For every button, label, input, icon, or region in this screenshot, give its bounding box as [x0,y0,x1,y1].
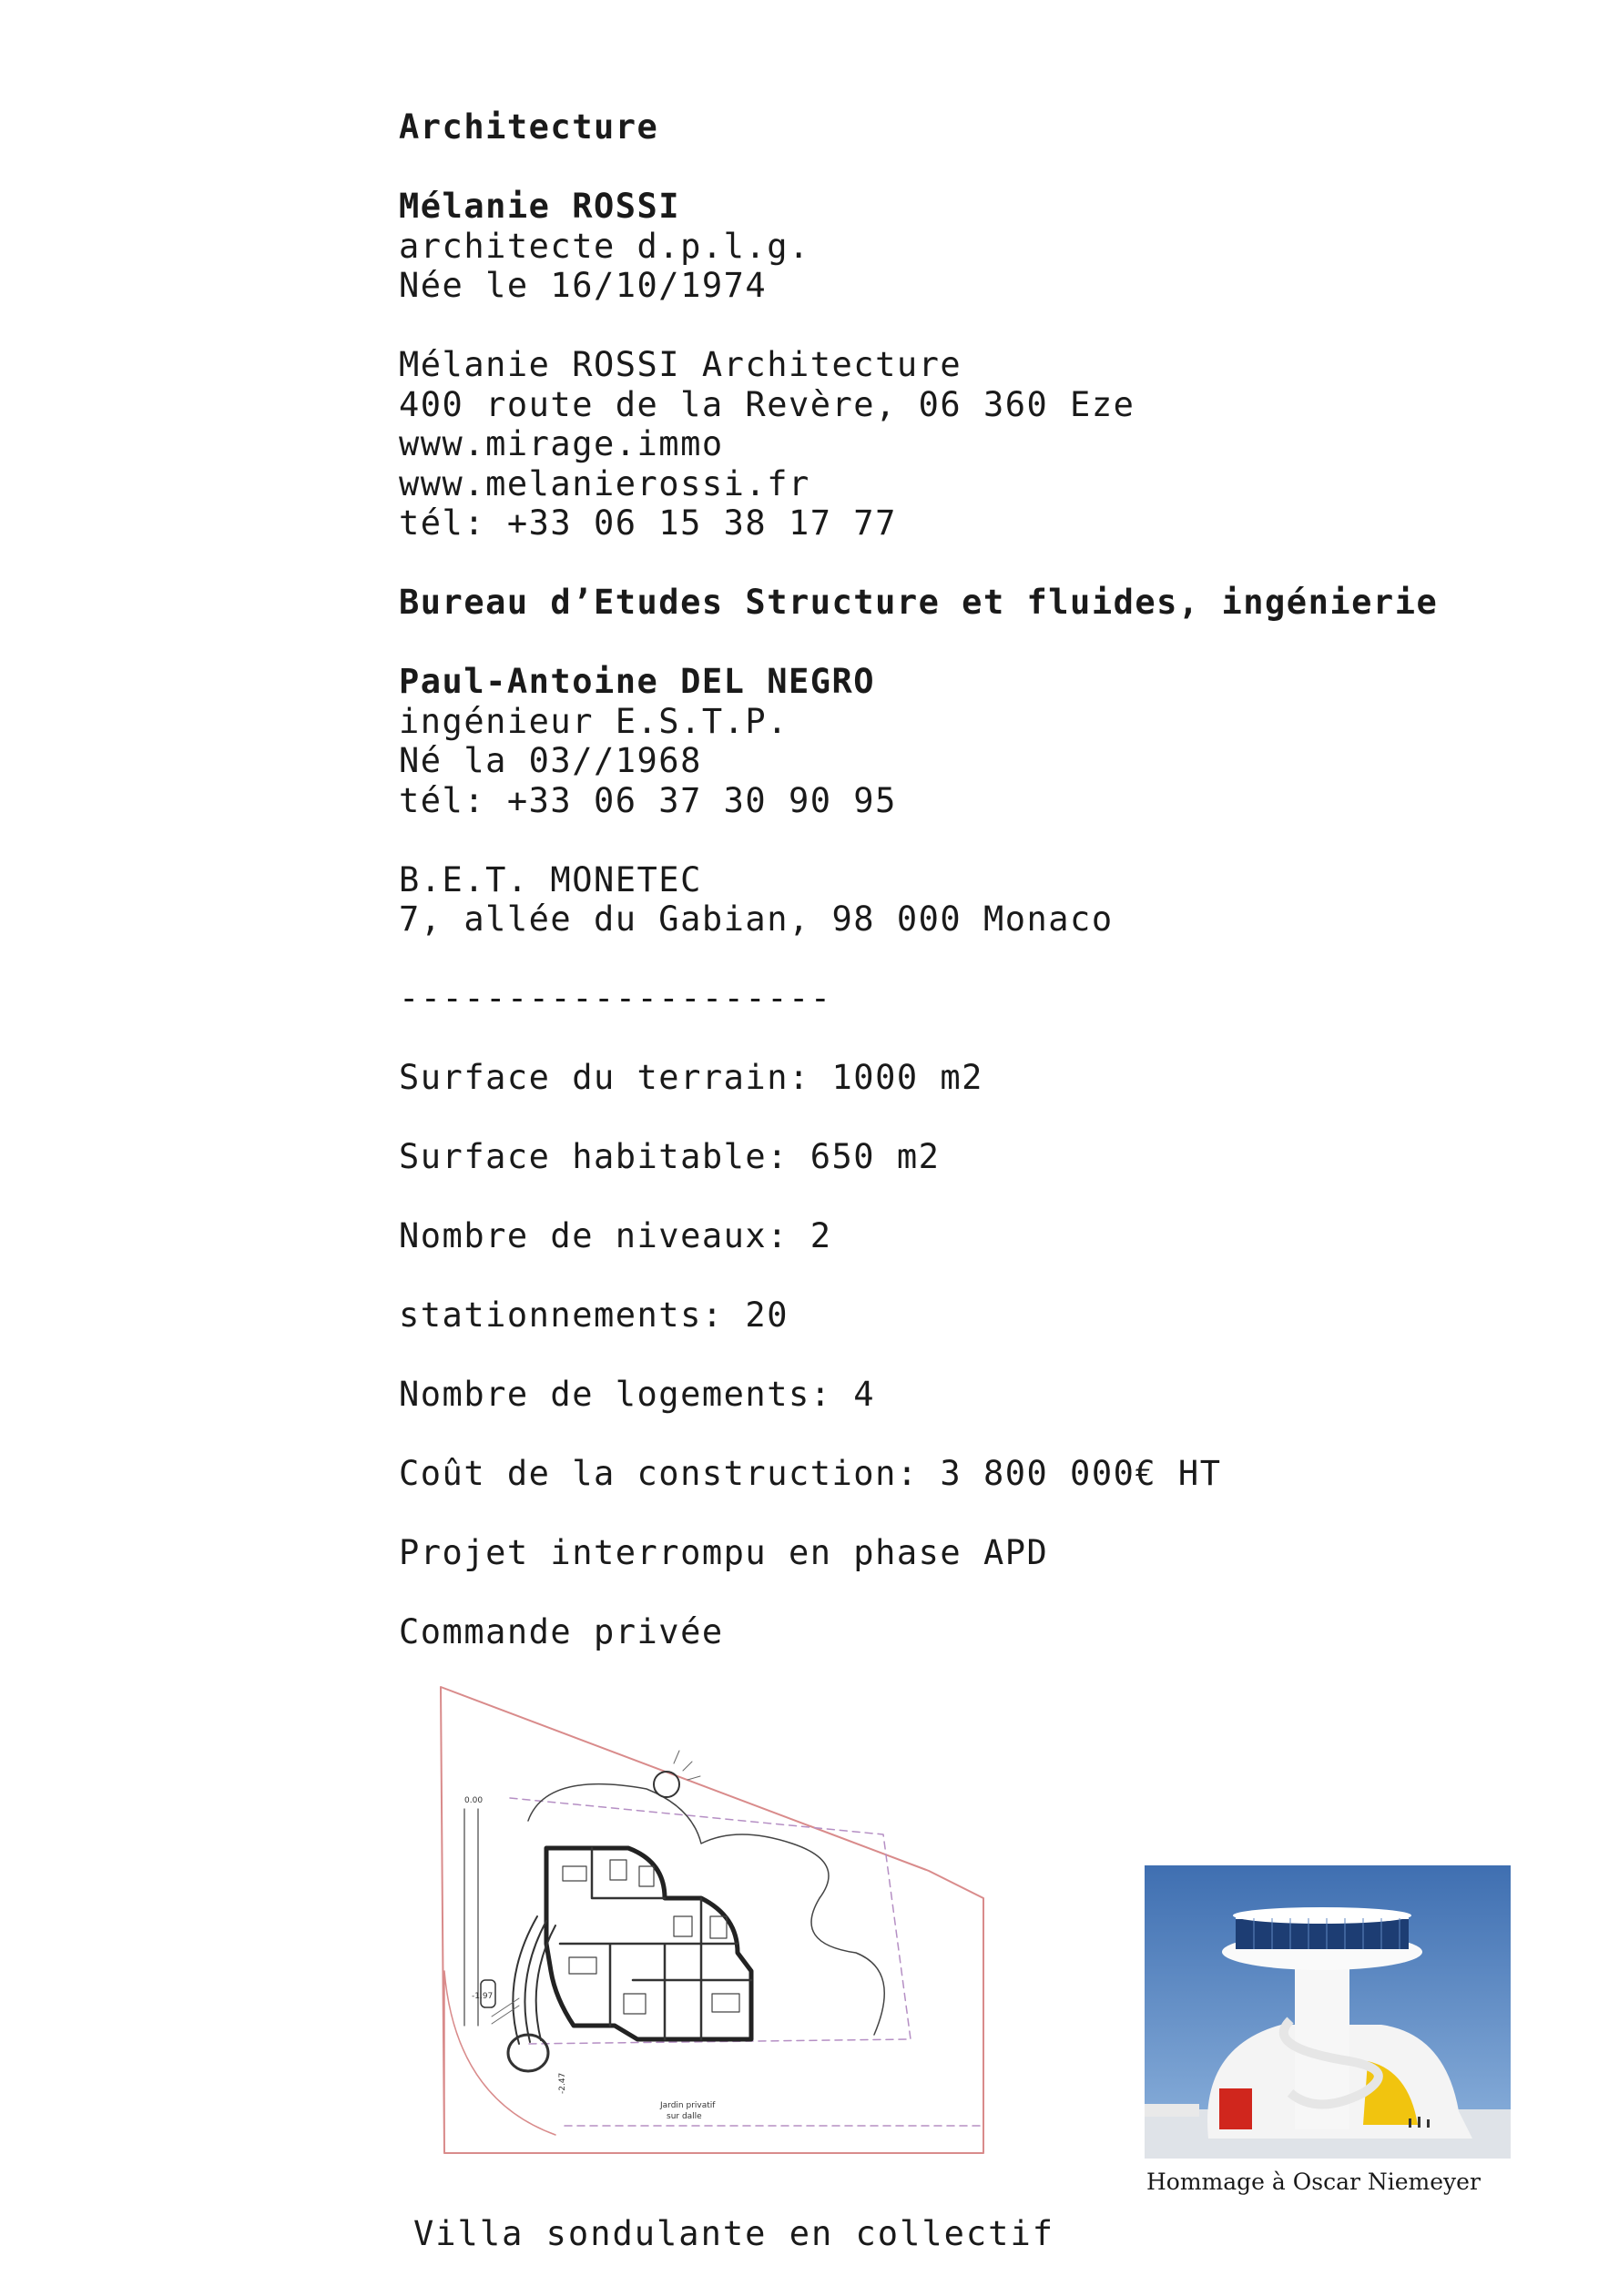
project-caption: Villa sondulante en collectif [413,2214,1055,2253]
engineering-firm-name: B.E.T. MONETEC [399,859,702,899]
separator-line: -------------------- [399,979,832,1018]
surface-terrain: Surface du terrain: 1000 m2 [399,1058,983,1097]
engineer-birth: Né la 03//1968 [399,741,702,780]
plan-level-left: -1.97 [472,1992,494,2001]
engineering-heading: Bureau d’Etudes Structure et fluides, ingénierie [399,583,1439,622]
website-link-melanierossi[interactable]: www.melanierossi.fr [399,463,810,503]
architecture-firm-address: 400 route de la Revère, 06 360 Eze [399,384,1135,424]
architecture-firm-name: Mélanie ROSSI Architecture [399,345,962,384]
commande-type: Commande privée [399,1612,724,1651]
project-text-block [399,107,1492,1652]
plan-level-bottom: -2.47 [558,2072,567,2094]
site-plan-drawing [428,1680,993,2171]
nombre-logements: Nombre de logements: 4 [399,1375,876,1414]
website-link-mirage[interactable]: www.mirage.immo [399,424,724,463]
architect-birth: Née le 16/10/1974 [399,266,768,305]
architect-phone: tél: +33 06 15 38 17 77 [399,503,897,543]
photo-caption: Hommage à Oscar Niemeyer [1146,2169,1481,2195]
architect-name: Mélanie ROSSI [399,187,681,226]
nombre-niveaux: Nombre de niveaux: 2 [399,1216,832,1255]
engineering-firm-address: 7, allée du Gabian, 98 000 Monaco [399,899,1114,939]
engineer-name: Paul-Antoine DEL NEGRO [399,662,876,701]
plan-garden-label-2: sur dalle [667,2112,702,2121]
engineer-phone: tél: +33 06 37 30 90 95 [399,780,897,820]
surface-habitable: Surface habitable: 650 m2 [399,1137,941,1176]
architect-title: architecte d.p.l.g. [399,226,810,266]
plot-boundary [441,1687,983,2153]
plan-garden-label-1: Jardin privatif [660,2101,716,2110]
niemeyer-photo [1145,1865,1511,2159]
plan-level-top: 0.00 [464,1796,484,1805]
stationnements: stationnements: 20 [399,1295,789,1335]
projet-phase: Projet interrompu en phase APD [399,1533,1049,1572]
cout-construction: Coût de la construction: 3 800 000€ HT [399,1454,1222,1493]
engineer-title: ingénieur E.S.T.P. [399,701,789,741]
architecture-heading: Architecture [399,107,659,147]
